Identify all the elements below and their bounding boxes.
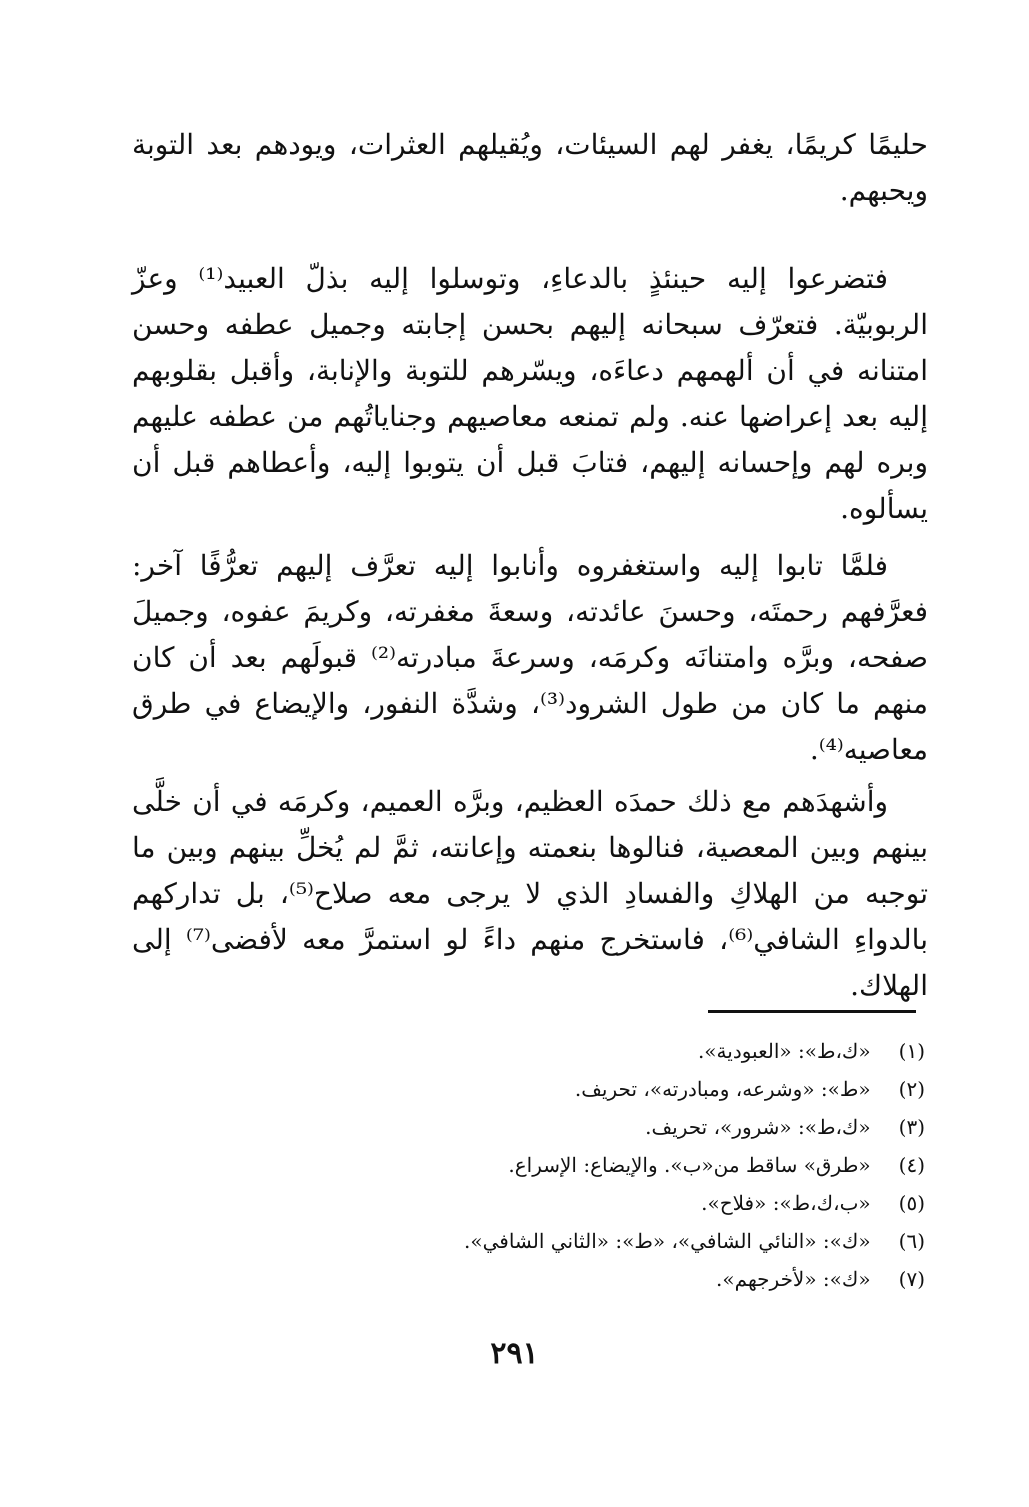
body-paragraph-3: فلمَّا تابوا إليه واستغفروه وأنابوا إليه تعرَّف إليهم تعرُّفًا آخر: فعرَّفهم رحمتَه، وحسنَ عائدته، وسعةَ مغفرته، وكريمَ عفوه، وجميلَ صفحه، وبرَّه وامتنانَه وكرمَه، وسرعةَ مبادرته⁽²⁾ قبولَهم بعد أن كان منهم ما كان من طول الشرود⁽³⁾، وشدَّة النفور، والإيضاع في طرق معاصيه⁽⁴⁾. — [132, 549, 928, 766]
footnote-item — [365, 1146, 925, 1184]
footnote-text: «ط»: «وشرعه، ومبادرته»، تحريف. — [574, 1077, 871, 1101]
footnote-item — [365, 1032, 925, 1070]
footnote-text: «ك،ط»: «العبودية». — [697, 1039, 871, 1063]
footnote-number: (٥) — [898, 1191, 925, 1215]
footnote-number: (٣) — [898, 1115, 925, 1139]
footnote-number: (١) — [898, 1039, 925, 1063]
footnote-item — [365, 1184, 925, 1222]
body-paragraph-4: وأشهدَهم مع ذلك حمدَه العظيم، وبرَّه العميم، وكرمَه في أن خلَّى بينهم وبين المعصية، فنالوها بنعمته وإعانته، ثمَّ لم يُخلِّ بينهم وبين ما توجبه من الهلاكِ والفسادِ الذي لا يرجى معه صلاح⁽⁵⁾، بل تداركهم بالدواءِ الشافي⁽⁶⁾، فاستخرج منهم داءً لو استمرَّ معه لأفضى⁽⁷⁾ إلى الهلاك. — [132, 785, 928, 1002]
footnote-number: (٧) — [898, 1267, 925, 1291]
footnote-number: (٤) — [898, 1153, 925, 1177]
footnote-text: «ب،ك،ط»: «فلاح». — [701, 1191, 871, 1215]
body-paragraph-1: حليمًا كريمًا، يغفر لهم السيئات، ويُقيلهم العثرات، ويودهم بعد التوبة ويحبهم. — [132, 128, 928, 207]
footnote-text: «طرق» ساقط من«ب». والإيضاع: الإسراع. — [508, 1153, 871, 1177]
page-number: ٢٩١ — [490, 1336, 539, 1371]
footnote-text: «ك،ط»: «شرور»، تحريف. — [645, 1115, 871, 1139]
footnote-item — [365, 1070, 925, 1108]
footnote-text: «ك»: «لأخرجهم». — [716, 1267, 871, 1291]
footnote-number: (٦) — [898, 1229, 925, 1253]
footnote-text: «ك»: «النائي الشافي»، «ط»: «الثاني الشافي». — [464, 1229, 871, 1253]
footnotes-list — [365, 1032, 925, 1298]
footnote-item — [365, 1222, 925, 1260]
footnote-separator — [708, 1010, 916, 1013]
footnote-item — [365, 1260, 925, 1298]
body-paragraph-2: فتضرعوا إليه حينئذٍ بالدعاءِ، وتوسلوا إليه بذلّ العبيد⁽¹⁾ وعزّ الربوبيّة. فتعرّف سبحانه إليهم بحسن إجابته وجميل عطفه وحسن امتنانه في أن ألهمهم دعاءَه، ويسّرهم للتوبة والإنابة، وأقبل بقلوبهم إليه بعد إعراضها عنه. ولم تمنعه معاصيهم وجناياتُهم من عطفه عليهم وبره لهم وإحسانه إليهم، فتابَ قبل أن يتوبوا إليه، وأعطاهم قبل أن يسألوه. — [132, 262, 928, 525]
footnote-number: (٢) — [898, 1077, 925, 1101]
footnote-item — [365, 1108, 925, 1146]
